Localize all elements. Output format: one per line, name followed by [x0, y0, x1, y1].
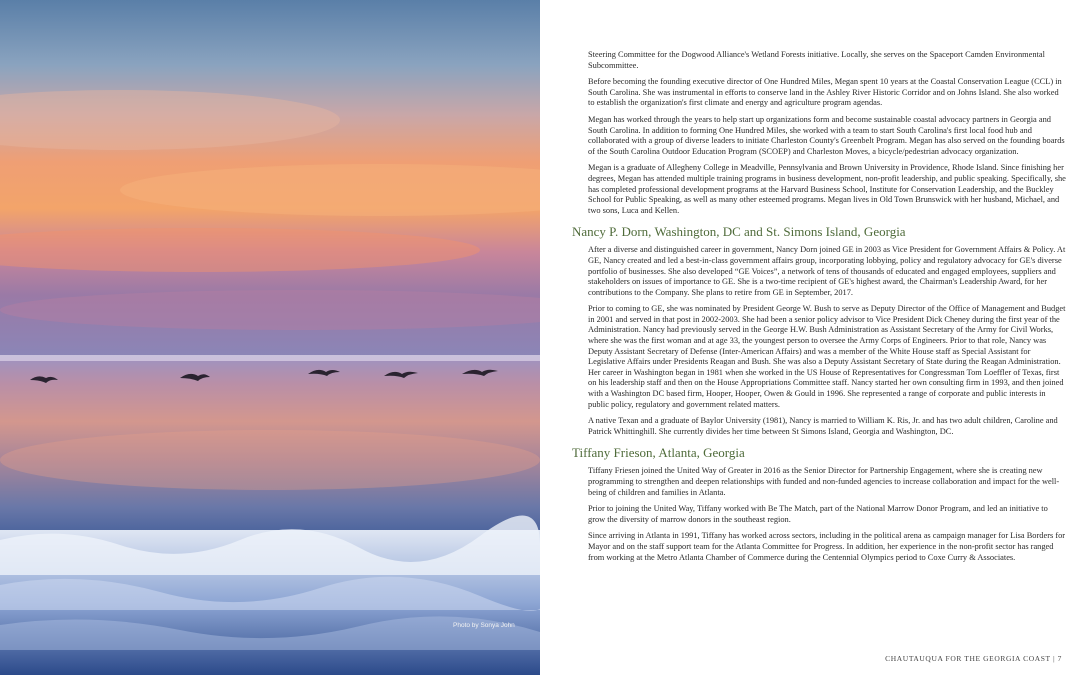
article-column [572, 50, 1066, 569]
paragraph: Before becoming the founding executive director of One Hundred Miles, Megan spent 10 years at the Coastal Conservation League (CCL) in South Carolina. She was instrumental in efforts to conserve land in the Ashley River Historic Corridor and on Johns Island. She also worked to establish the organization's first climate and energy and agriculture program agendas. [588, 77, 1062, 108]
paragraph: Steering Committee for the Dogwood Alliance's Wetland Forests initiative. Locally, she serves on the Spaceport Camden Environmental Subcommittee. [588, 50, 1045, 70]
paragraph: Megan is a graduate of Allegheny College in Meadville, Pennsylvania and Brown University in Providence, Rhode Island. Since finishing her degrees, Megan has attended multiple training programs in business development, non-profit leadership, and public speaking. Specifically, she has completed professional development programs at the Harvard Business School, Institute for Conservation Leadership, and the Buckley School for Public Speaking, as well as many other esteemed programs. Megan lives in Old Town Brunswick with her husband, Michael, and two sons, Luca and Kellen. [588, 163, 1066, 215]
paragraph: Since arriving in Atlanta in 1991, Tiffany has worked across sectors, including in the political arena as campaign manager for Lisa Borders for Mayor and on the staff support team for the Atlanta Committee for Progress. In addition, her experience in the non-profit sector has ranged from working at the Metro Atlanta Chamber of Commerce during the Centennial Olympics period to Coxe Curry & Associates. [588, 531, 1066, 562]
photo-credit: Photo by Sonya John [453, 622, 515, 629]
paragraph: After a diverse and distinguished career in government, Nancy Dorn joined GE in 2003 as Vice President for Government Affairs & Policy. At GE, Nancy created and led a best-in-class government affairs group, incorporating lobbying, policy and regulatory advocacy for GE's diverse portfolio of businesses. She also developed “GE Voices”, a network of tens of thousands of educated and engaged employees, suppliers and stakeholders on issues of importance to GE. She is a two-time recipient of GE's highest award, the Chairman's Leadership Award, for her contributions to the Company. She plans to retire from GE in September, 2017. [588, 245, 1066, 297]
paragraph: Megan has worked through the years to help start up organizations form and become sustainable coastal advocacy partners in Georgia and South Carolina. In addition to forming One Hundred Miles, she worked with a team to start South Carolina's first local food hub and collaborated with a group of diverse leaders to initiate Charleston County's Greenbelt Program. Megan has also served on the founding boards of the South Carolina Outdoor Education Program (SCOEP) and Charleston Moves, a bicycle/pedestrian advocacy organization. [588, 114, 1065, 156]
section-heading: Nancy P. Dorn, Washington, DC and St. Simons Island, Georgia [572, 224, 906, 240]
section-heading: Tiffany Frieson, Atlanta, Georgia [572, 445, 745, 461]
article-page [540, 0, 1080, 675]
paragraph: A native Texan and a graduate of Baylor University (1981), Nancy is married to William K. Ris, Jr. and has two adult children, Caroline and Patrick Whittinghill. She currently divides her time between St Simons Island, Georgia and Washington, DC. [588, 416, 1058, 436]
page-footer: CHAUTAUQUA FOR THE GEORGIA COAST | 7 [885, 654, 1062, 663]
paragraph: Tiffany Friesen joined the United Way of Greater in 2016 as the Senior Director for Partnership Engagement, where she is creating new programming to strengthen and deepen relationships with funded and non-funded agencies to increase collaboration and impact for the well-being of children and families in Atlanta. [588, 466, 1060, 497]
paragraph: Prior to joining the United Way, Tiffany worked with Be The Match, part of the National Marrow Donor Program, and led an initiative to grow the diversity of marrow donors in the southeast region. [588, 504, 1048, 524]
paragraph: Prior to coming to GE, she was nominated by President George W. Bush to serve as Deputy Director of the Office of Management and Budget in 2001 and served in that post in 2002-2003. She had been a senior policy advisor to Vice President Dick Cheney during the first year of the Administration. Nancy had previously served in the George H.W. Bush Administration as Assistant Secretary of the Army for Civil Works, where she was the first woman and at age 33, the youngest person to oversee the Army Corps of Engineers. Prior to that role, Nancy was Deputy Assistant Secretary of Defense (Inter-American Affairs) and was a member of the White House staff as Special Assistant for Legislative Affairs under Presidents Reagan and Bush. She was also a Deputy Assistant Secretary of State during the Reagan Administration. Her career in Washington began in 1981 when she worked in the US House of Representatives for Congressman Tom Loeffler of Texas, first on his leadership staff and then on the House Appropriations Committee staff. Nancy started her own consulting firm in 1993, and then joined with a Washington DC based firm, Hooper, Hooper, Owen & Gould in 1996. She represented a range of corporate and public interests in public policy, regulatory and government related matters. [588, 304, 1066, 409]
